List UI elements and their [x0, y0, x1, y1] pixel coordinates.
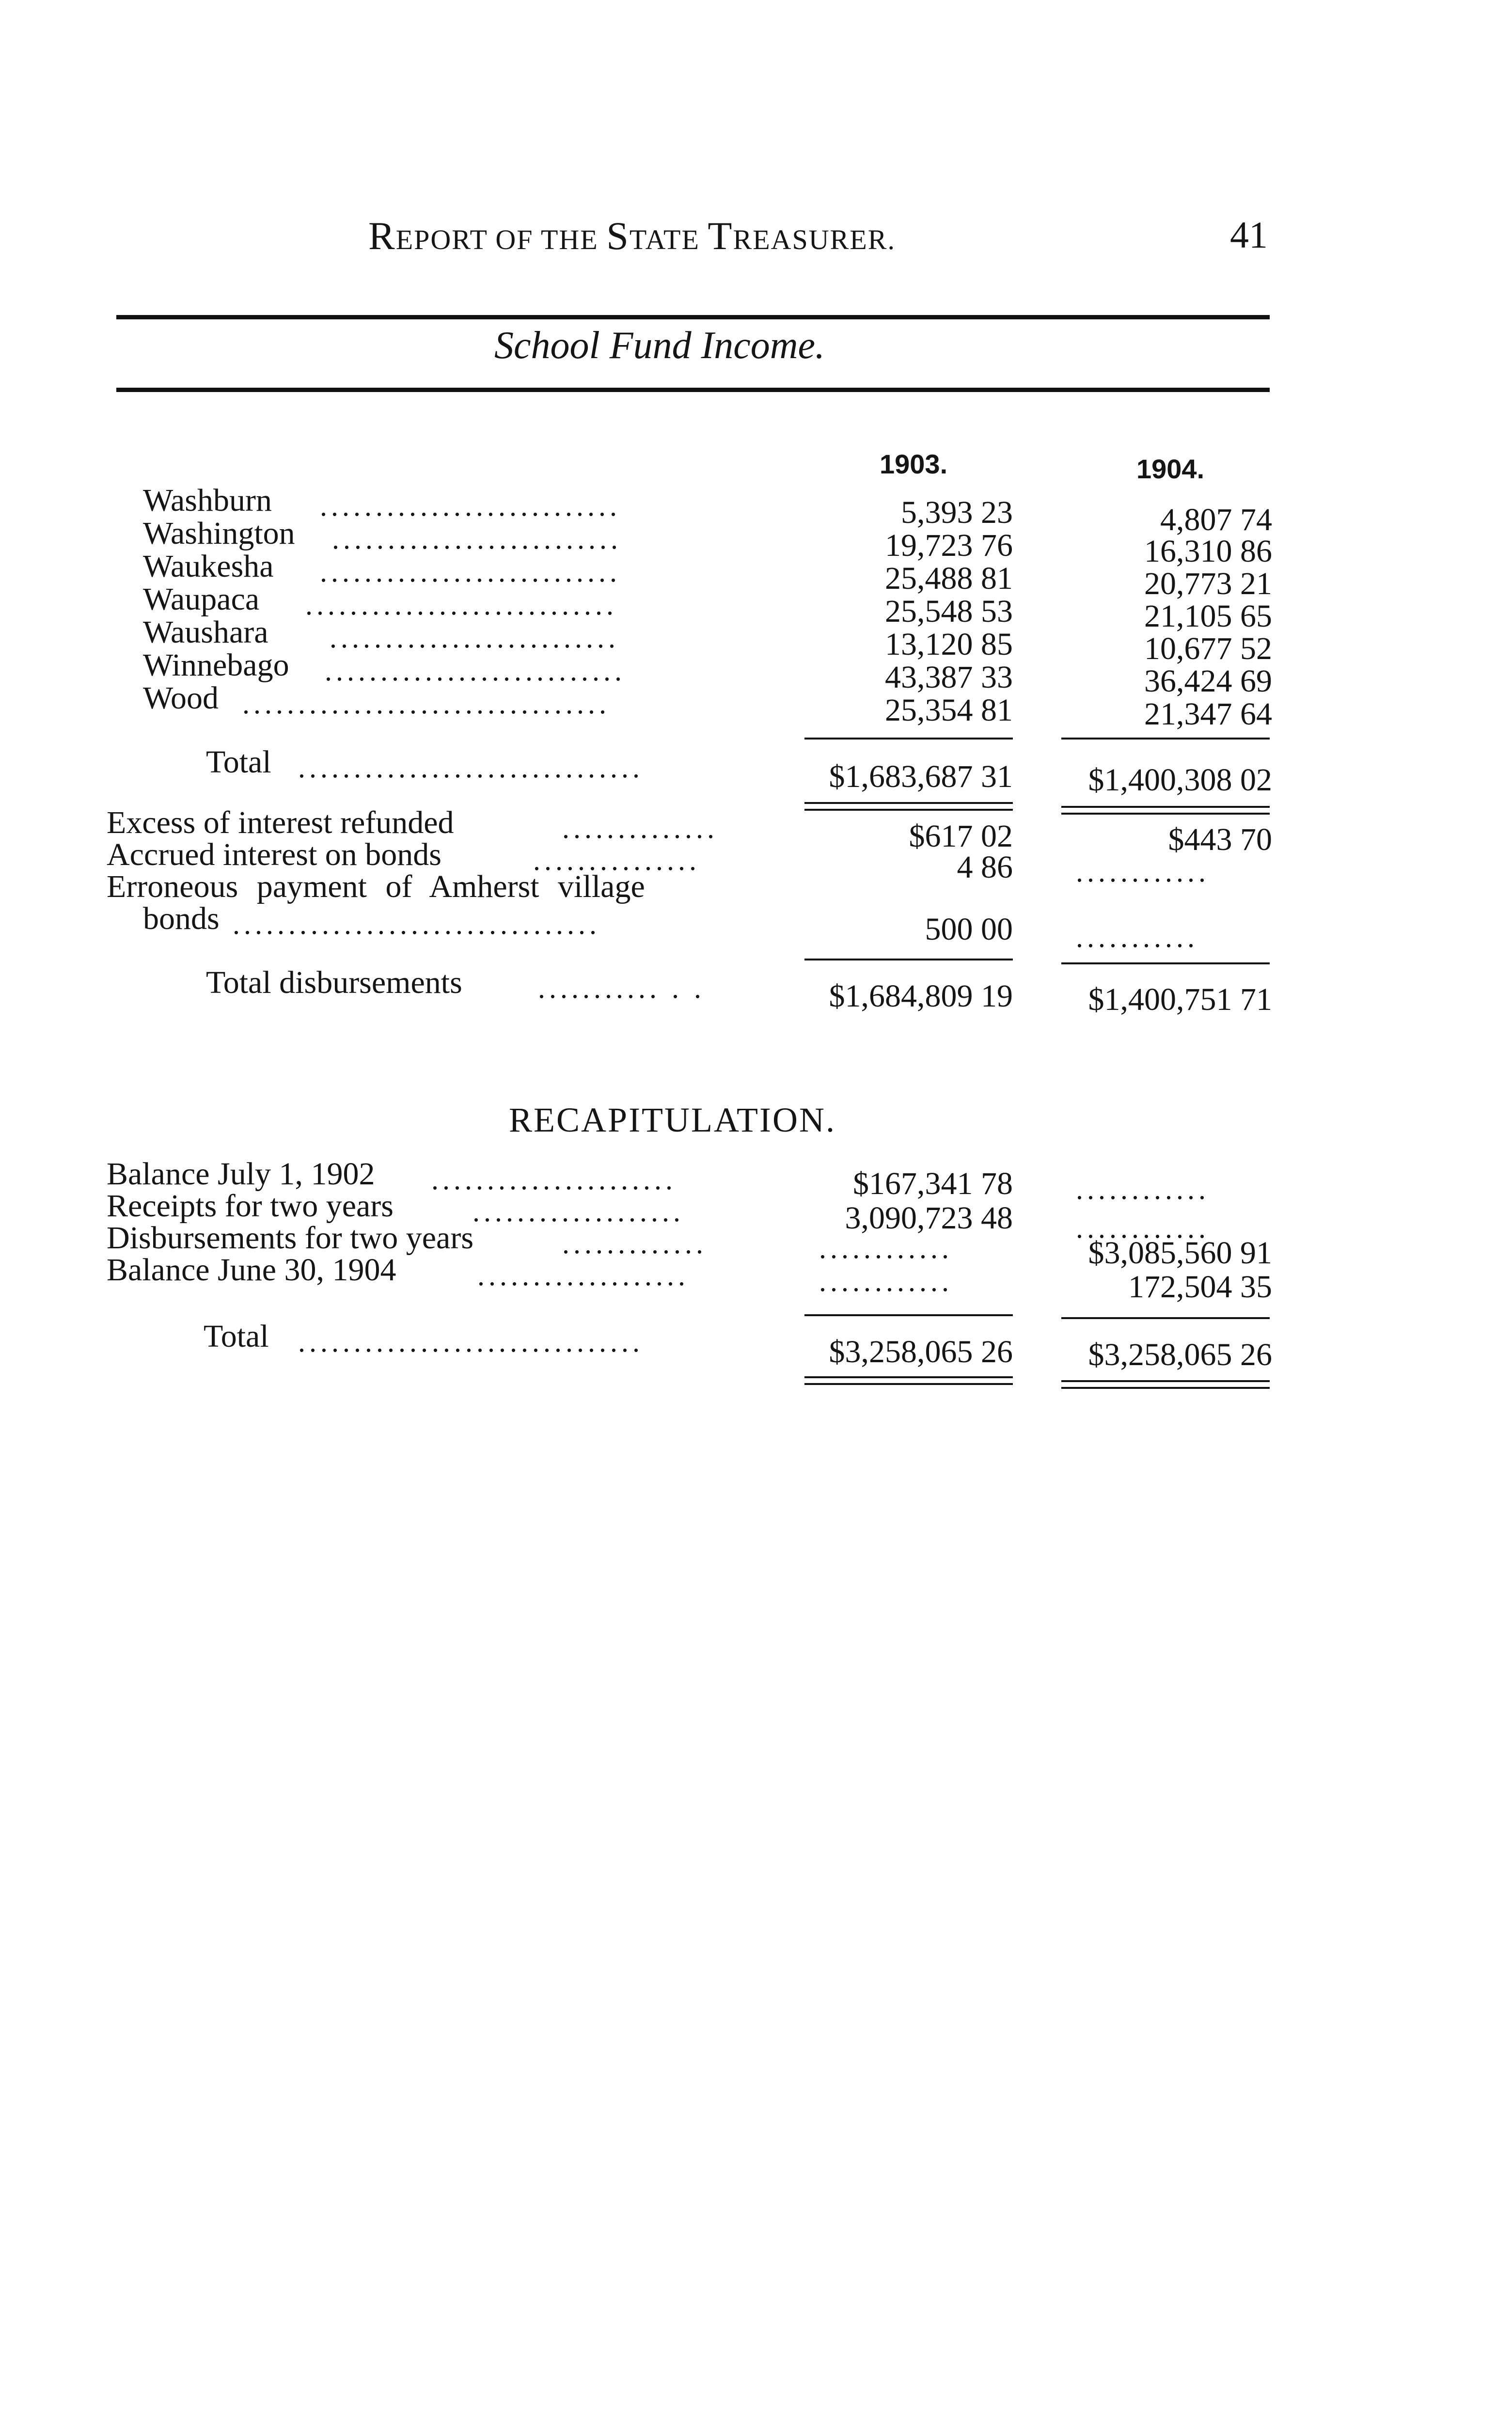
dot-leader: .................................: [233, 908, 600, 940]
double-rule: [804, 802, 1013, 804]
dot-leader: ..........................: [330, 622, 619, 654]
total-label: Total: [206, 744, 271, 780]
double-rule: [1061, 1387, 1270, 1389]
double-rule: [804, 1383, 1013, 1385]
county-label: Washington: [143, 516, 295, 551]
accrued-1903: 4 86: [957, 850, 1013, 885]
excess-label: Excess of interest refunded: [107, 805, 454, 840]
total-1903: $1,683,687 31: [829, 759, 1013, 794]
recap-total-1904: $3,258,065 26: [1088, 1337, 1272, 1372]
erroneous-1904: ...........: [1076, 921, 1198, 953]
recap-1903: 3,090,723 48: [845, 1200, 1013, 1236]
recap-1904: ............: [1076, 1212, 1210, 1244]
value-1903: 25,354 81: [885, 692, 1013, 728]
dot-leader: ...............................: [298, 1326, 644, 1358]
dot-leader: ........... . .: [538, 972, 705, 1004]
double-rule: [804, 809, 1013, 811]
dot-leader: ...............: [533, 844, 700, 876]
double-rule: [1061, 1380, 1270, 1382]
value-1904: 20,773 21: [1144, 566, 1272, 601]
double-rule: [1061, 813, 1270, 815]
dot-leader: ...........................: [320, 556, 621, 588]
recap-1904: 172,504 35: [1128, 1269, 1272, 1305]
recap-label: Balance June 30, 1904: [107, 1252, 396, 1288]
dot-leader: .................................: [242, 688, 610, 720]
recap-label: Balance July 1, 1902: [107, 1156, 375, 1192]
sum-rule: [804, 1314, 1013, 1316]
value-1903: 25,548 53: [885, 594, 1013, 629]
recap-1903: $167,341 78: [853, 1166, 1013, 1201]
county-label: Waushara: [143, 614, 268, 650]
excess-1904: $443 70: [1168, 822, 1272, 857]
county-label: Waukesha: [143, 549, 274, 584]
erroneous-label-cont: bonds: [143, 901, 220, 936]
dot-leader: ...........................: [320, 490, 621, 522]
value-1903: 43,387 33: [885, 660, 1013, 695]
county-label: Winnebago: [143, 647, 289, 683]
sum-rule: [804, 738, 1013, 739]
recap-1904: ............: [1076, 1173, 1210, 1205]
value-1904: 36,424 69: [1144, 663, 1272, 699]
erroneous-1903: 500 00: [925, 912, 1013, 947]
dot-leader: ...................: [477, 1259, 689, 1291]
recap-total-label: Total: [204, 1319, 269, 1354]
recap-1903: ............: [819, 1232, 953, 1264]
section-title: School Fund Income.: [494, 324, 825, 367]
value-1903: 13,120 85: [885, 627, 1013, 662]
erroneous-label: Erroneous payment of Amherst village: [107, 869, 645, 904]
total-1904: $1,400,308 02: [1088, 762, 1272, 798]
excess-1903: $617 02: [909, 818, 1013, 854]
total-disbursements-1903: $1,684,809 19: [829, 978, 1013, 1014]
dot-leader: ......................: [431, 1164, 677, 1196]
double-rule: [1061, 806, 1270, 808]
value-1904: 4,807 74: [1160, 502, 1272, 537]
value-1903: 25,488 81: [885, 561, 1013, 596]
value-1904: 21,105 65: [1144, 598, 1272, 634]
recap-1904: $3,085,560 91: [1088, 1235, 1272, 1271]
value-1904: 16,310 86: [1144, 534, 1272, 569]
dot-leader: ...................: [472, 1196, 684, 1227]
dot-leader: ..............: [562, 812, 718, 844]
recap-label: Receipts for two years: [107, 1188, 394, 1224]
sum-rule: [1061, 1317, 1270, 1319]
value-1903: 5,393 23: [901, 495, 1013, 530]
accrued-label: Accrued interest on bonds: [107, 837, 441, 872]
column-heading-1903: 1903.: [880, 449, 948, 479]
sum-rule: [1061, 962, 1270, 964]
county-label: Washburn: [143, 483, 272, 518]
county-label: Wood: [143, 680, 219, 716]
header-rule: [116, 315, 1270, 319]
dot-leader: .............: [562, 1227, 707, 1259]
dot-leader: ..........................: [332, 523, 622, 555]
sum-rule: [804, 959, 1013, 960]
running-header: REPORT OF THE STATE TREASURER.: [368, 214, 896, 258]
total-disbursements-1904: $1,400,751 71: [1088, 982, 1272, 1017]
county-label: Waupaca: [143, 582, 260, 617]
accrued-1904: ............: [1076, 856, 1210, 888]
dot-leader: ...........................: [325, 655, 626, 687]
double-rule: [804, 1376, 1013, 1378]
page-number: 41: [1230, 214, 1268, 256]
section-rule: [116, 388, 1270, 392]
recap-1903: ............: [819, 1265, 953, 1297]
dot-leader: ............................: [305, 589, 617, 621]
dot-leader: ...............................: [298, 752, 644, 784]
value-1903: 19,723 76: [885, 528, 1013, 563]
recap-label: Disbursements for two years: [107, 1220, 474, 1256]
recapitulation-title: RECAPITULATION.: [509, 1101, 836, 1139]
sum-rule: [1061, 738, 1270, 739]
column-heading-1904: 1904.: [1136, 454, 1205, 484]
recap-total-1903: $3,258,065 26: [829, 1334, 1013, 1369]
value-1904: 21,347 64: [1144, 696, 1272, 732]
total-disbursements-label: Total disbursements: [206, 965, 462, 1000]
value-1904: 10,677 52: [1144, 631, 1272, 666]
